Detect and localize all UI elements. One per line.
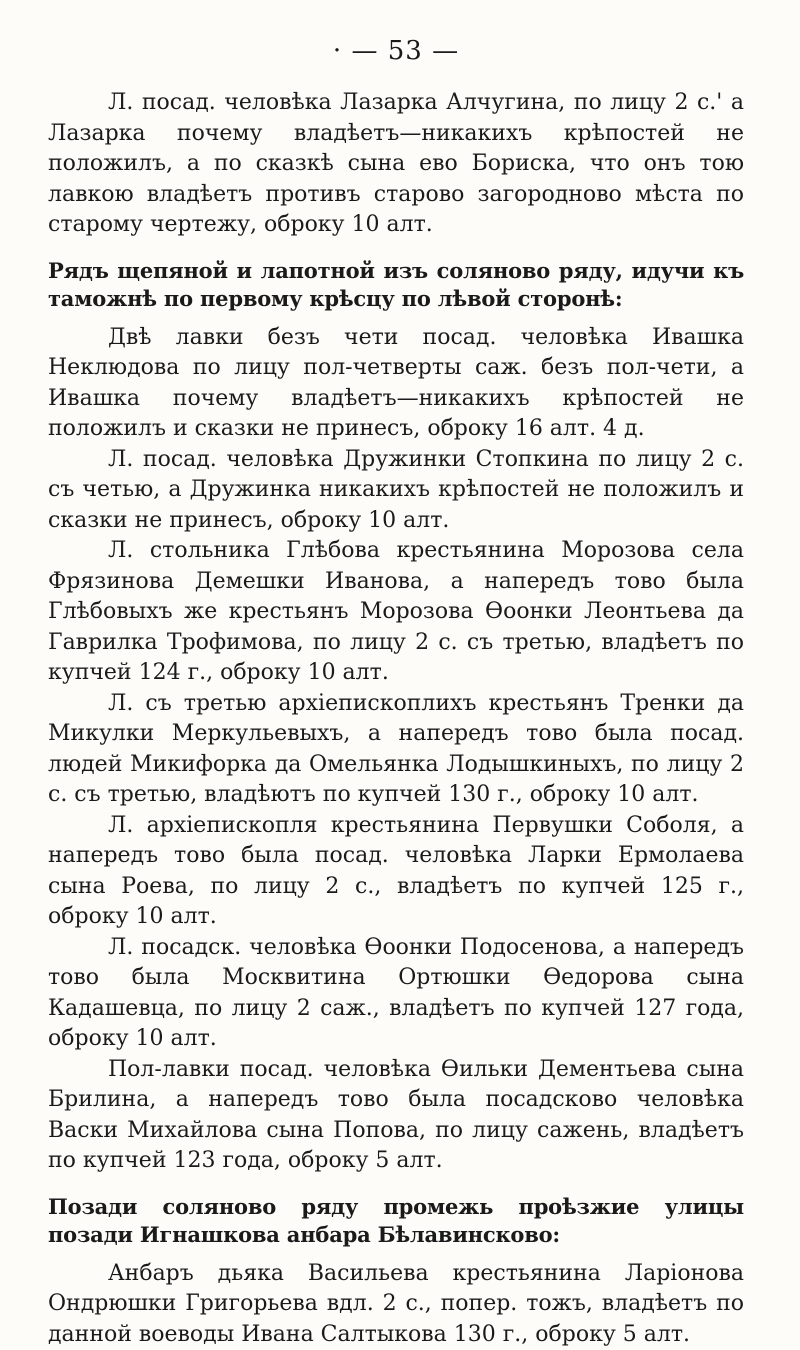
entry-paragraph: Анбаръ дьяка Васильева крестьянина Ларіонова Ондрюшки Григорьева вдл. 2 с., попер. тожъ, владѣетъ по данной воеводы Ивана Салтыкова 130 г., оброку 5 алт. xyxy=(48,1259,744,1350)
entry-paragraph: Л. съ третью архіепископлихъ крестьянъ Тренки да Микулки Меркульевыхъ, а напередъ тово была посад. людей Микифорка да Омельянка Лодышкиныхъ, по лицу 2 с. съ третью, владѣютъ по купчей 130 г., оброку 10 алт. xyxy=(48,689,744,811)
entry-paragraph: Л. посадск. человѣка Ѳоонки Подосенова, а напередъ тово была Москвитина Ортюшки Ѳедорова сына Кадашевца, по лицу 2 саж., владѣетъ по купчей 127 года, оброку 10 алт. xyxy=(48,933,744,1055)
entry-paragraph: Л. посад. человѣка Дружинки Стопкина по лицу 2 с. съ четью, а Дружинка никакихъ крѣпостей не положилъ и сказки не принесъ, оброку 10 алт. xyxy=(48,445,744,537)
entry-paragraph: Пол-лавки посад. человѣка Ѳильки Дементьева сына Брилина, а напередъ тово была посадсково человѣка Васки Михайлова сына Попова, по лицу сажень, владѣетъ по купчей 123 года, оброку 5 алт. xyxy=(48,1055,744,1177)
entry-paragraph: Л. архіепископля крестьянина Первушки Соболя, а напередъ тово была посад. человѣка Ларки Ермолаева сына Роева, по лицу 2 с., владѣетъ по купчей 125 г., оброку 10 алт. xyxy=(48,811,744,933)
document-page xyxy=(48,34,744,1350)
page-number: · — 53 — xyxy=(48,34,744,68)
entry-paragraph: Двѣ лавки безъ чети посад. человѣка Ивашка Неклюдова по лицу пол-четверты саж. безъ пол-чети, а Ивашка почему владѣетъ—никакихъ крѣпостей не положилъ и сказки не принесъ, оброку 16 алт. 4 д. xyxy=(48,323,744,445)
section-heading-2: Позади соляново ряду промежь проѣзжие улицы позади Игнашкова анбара Бѣлавинсково: xyxy=(48,1193,744,1249)
entry-paragraph: Л. стольника Глѣбова крестьянина Морозова села Фрязинова Демешки Иванова, а напередъ тово была Глѣбовыхъ же крестьянъ Морозова Ѳоонки Леонтьева да Гаврилка Трофимова, по лицу 2 с. съ третью, владѣетъ по купчей 124 г., оброку 10 алт. xyxy=(48,536,744,689)
section-heading-1: Рядъ щепяной и лапотной изъ соляново ряду, идучи къ таможнѣ по первому крѣсцу по лѣвой сторонѣ: xyxy=(48,257,744,313)
intro-paragraph: Л. посад. человѣка Лазарка Алчугина, по лицу 2 с.' а Лазарка почему владѣетъ—никакихъ крѣпостей не положилъ, а по сказкѣ сына ево Бориска, что онъ тою лавкою владѣетъ противъ старово загородново мѣста по старому чертежу, оброку 10 алт. xyxy=(48,88,744,241)
